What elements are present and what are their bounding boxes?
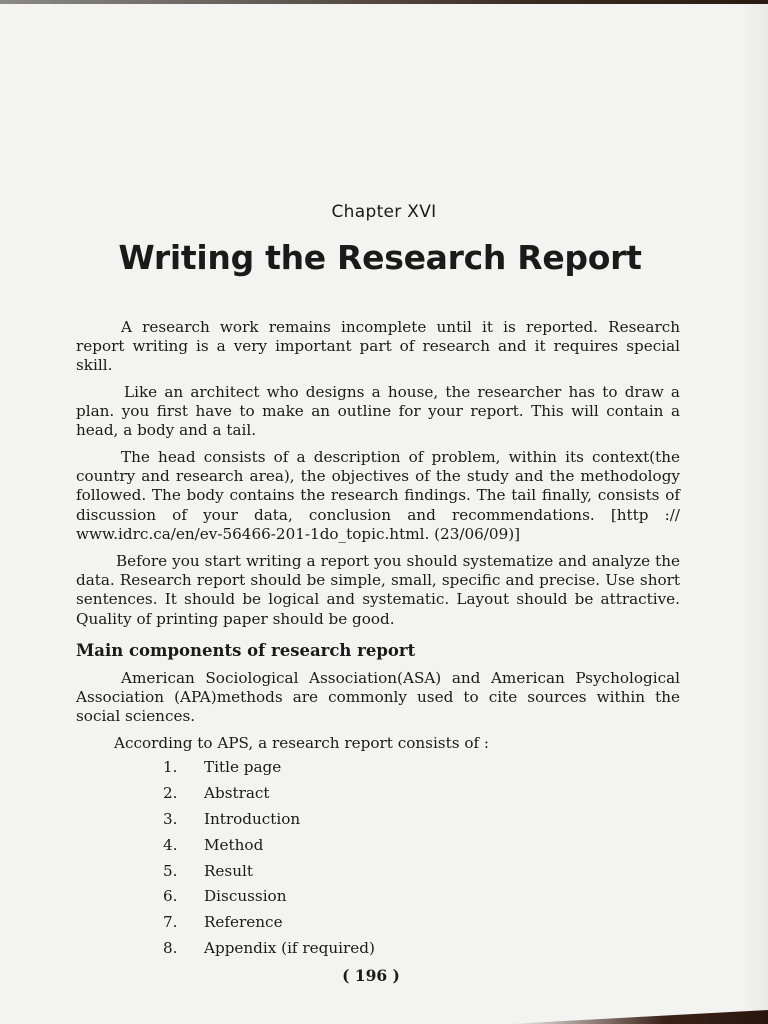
list-number: 1. [163,758,178,776]
paragraph-3: The head consists of a description of problem, within its context(the country and research area), the objectives of the study and the methodology followed. The body contains the research findings. The tail finally, consists of discussion of your data, conclusion and recommendations. [http :// www.idrc.ca/en/ev-56466-201-1do_topic.html. (23/06/09)] [76,448,680,543]
section-heading: Main components of research report [76,641,416,660]
list-label: Reference [204,913,283,932]
list-number: 7. [163,913,178,932]
section-paragraph: American Sociological Association(ASA) and American Psychological Association (APA)methods are commonly used to cite sources within the social sciences. [76,669,680,726]
page-title: Writing the Research Report [118,238,642,277]
list-number: 8. [163,939,178,958]
list-label: Result [204,861,253,880]
list-label: Introduction [204,809,301,828]
list-label: Abstract [204,783,270,802]
page-number: ( 196 ) [342,966,400,985]
list-label: Discussion [204,887,287,906]
paragraph-1: A research work remains incomplete until it is reported. Research report writing is a very important part of research and it requires special skill. [76,318,680,375]
list-intro: According to APS, a research report consists of : [114,734,490,752]
list-number: 6. [163,887,178,906]
list-label: Appendix (if required) [204,939,375,958]
list-label: Title page [204,758,282,776]
list-number: 4. [163,835,178,854]
paragraph-4: Before you start writing a report you should systematize and analyze the data. Research report should be simple, small, specific and precise. Use short sentences. It should be logical and systematic. Layout should be attractive. Quality of printing paper should be good. [76,552,680,628]
list-label: Method [204,835,264,854]
scan-edge-top [0,0,768,4]
scan-edge-right [738,0,768,1024]
list-number: 5. [163,861,178,880]
scan-edge-bottom [508,1010,768,1024]
paragraph-2: Like an architect who designs a house, the researcher has to draw a plan. you first have to make an outline for your report. This will contain a head, a body and a tail. [76,383,680,440]
list-number: 2. [163,783,178,802]
chapter-label: Chapter XVI [331,202,437,222]
list-number: 3. [163,809,178,828]
